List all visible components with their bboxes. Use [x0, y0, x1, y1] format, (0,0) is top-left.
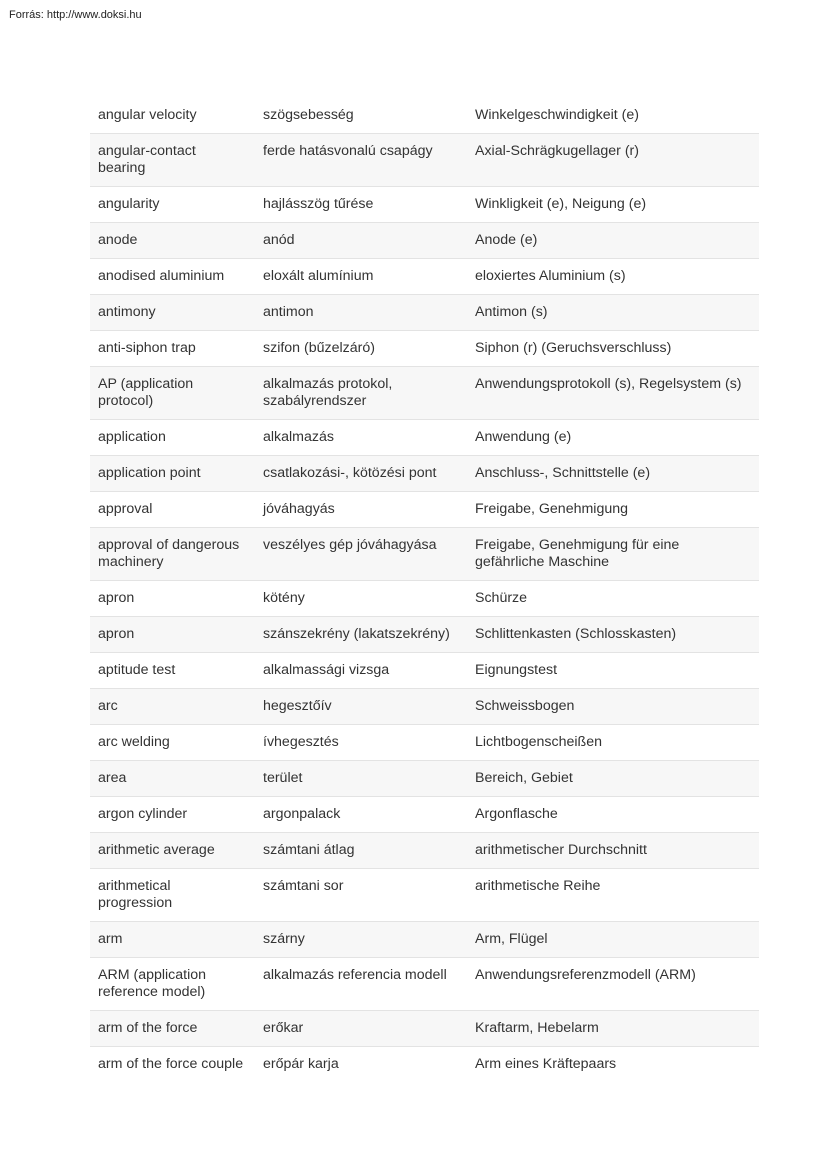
term-hungarian: szögsebesség [255, 98, 467, 134]
term-german: Schürze [467, 581, 759, 617]
table-row [90, 761, 759, 797]
term-hungarian: ferde hatásvonalú csapágy [255, 134, 467, 187]
term-hungarian: szárny [255, 922, 467, 958]
term-german: Freigabe, Genehmigung [467, 492, 759, 528]
term-english: anti-siphon trap [90, 331, 255, 367]
term-hungarian: eloxált alumínium [255, 259, 467, 295]
term-german: Anwendungsreferenzmodell (ARM) [467, 958, 759, 1011]
term-german: Winkelgeschwindigkeit (e) [467, 98, 759, 134]
table-row [90, 456, 759, 492]
table-row [90, 617, 759, 653]
term-english: anodised aluminium [90, 259, 255, 295]
source-line: Forrás: http://www.doksi.hu [9, 9, 142, 21]
term-english: application [90, 420, 255, 456]
term-hungarian: antimon [255, 295, 467, 331]
term-german: Axial-Schrägkugellager (r) [467, 134, 759, 187]
term-hungarian: erőkar [255, 1011, 467, 1047]
term-german: arithmetischer Durchschnitt [467, 833, 759, 869]
term-english: arm of the force [90, 1011, 255, 1047]
term-hungarian: szifon (bűzelzáró) [255, 331, 467, 367]
table-row [90, 1047, 759, 1083]
term-german: Antimon (s) [467, 295, 759, 331]
term-english: arc welding [90, 725, 255, 761]
table-row [90, 797, 759, 833]
term-english: angularity [90, 187, 255, 223]
term-hungarian: veszélyes gép jóváhagyása [255, 528, 467, 581]
term-english: aptitude test [90, 653, 255, 689]
glossary-table [90, 98, 759, 1082]
term-english: argon cylinder [90, 797, 255, 833]
term-english: arm [90, 922, 255, 958]
term-german: Anschluss-, Schnittstelle (e) [467, 456, 759, 492]
table-row [90, 98, 759, 134]
term-hungarian: kötény [255, 581, 467, 617]
term-english: approval of dangerous machinery [90, 528, 255, 581]
term-german: Kraftarm, Hebelarm [467, 1011, 759, 1047]
table-row [90, 833, 759, 869]
table-row [90, 492, 759, 528]
table-row [90, 528, 759, 581]
term-hungarian: hajlásszög tűrése [255, 187, 467, 223]
term-hungarian: szánszekrény (lakatszekrény) [255, 617, 467, 653]
term-german: Siphon (r) (Geruchsverschluss) [467, 331, 759, 367]
term-german: Anode (e) [467, 223, 759, 259]
table-row [90, 420, 759, 456]
table-row [90, 223, 759, 259]
term-german: Winkligkeit (e), Neigung (e) [467, 187, 759, 223]
term-german: Eignungstest [467, 653, 759, 689]
term-hungarian: argonpalack [255, 797, 467, 833]
table-row [90, 1011, 759, 1047]
term-english: area [90, 761, 255, 797]
term-english: arithmetic average [90, 833, 255, 869]
table-row [90, 689, 759, 725]
table-row [90, 259, 759, 295]
term-german: Argonflasche [467, 797, 759, 833]
term-hungarian: ívhegesztés [255, 725, 467, 761]
term-english: angular velocity [90, 98, 255, 134]
term-english: apron [90, 581, 255, 617]
term-german: arithmetische Reihe [467, 869, 759, 922]
term-german: Arm, Flügel [467, 922, 759, 958]
term-hungarian: alkalmazás referencia modell [255, 958, 467, 1011]
term-german: Schweissbogen [467, 689, 759, 725]
term-english: approval [90, 492, 255, 528]
table-row [90, 295, 759, 331]
term-english: AP (application protocol) [90, 367, 255, 420]
term-hungarian: anód [255, 223, 467, 259]
term-english: arithmetical progression [90, 869, 255, 922]
term-english: application point [90, 456, 255, 492]
term-hungarian: csatlakozási-, kötözési pont [255, 456, 467, 492]
term-english: arm of the force couple [98, 1056, 244, 1072]
term-english: angular-contact bearing [90, 134, 255, 187]
table-row [90, 367, 759, 420]
term-hungarian: jóváhagyás [255, 492, 467, 528]
table-row [90, 331, 759, 367]
term-hungarian: hegesztőív [255, 689, 467, 725]
term-german: Anwendungsprotokoll (s), Regelsystem (s) [467, 367, 759, 420]
term-hungarian: számtani sor [255, 869, 467, 922]
term-german: Anwendung (e) [467, 420, 759, 456]
table-row [90, 922, 759, 958]
term-german: Bereich, Gebiet [467, 761, 759, 797]
term-german: Lichtbogenscheißen [467, 725, 759, 761]
term-english: ARM (application reference model) [90, 958, 255, 1011]
term-english: antimony [90, 295, 255, 331]
term-hungarian: alkalmazás [255, 420, 467, 456]
term-german: Schlittenkasten (Schlosskasten) [467, 617, 759, 653]
term-hungarian: erőpár karja [263, 1056, 339, 1072]
term-english: apron [90, 617, 255, 653]
term-hungarian: alkalmassági vizsga [255, 653, 467, 689]
term-hungarian: alkalmazás protokol, szabályrendszer [255, 367, 467, 420]
term-hungarian: számtani átlag [255, 833, 467, 869]
glossary-body [90, 98, 759, 1082]
table-row [90, 187, 759, 223]
table-row [90, 869, 759, 922]
table-row [90, 653, 759, 689]
table-row [90, 958, 759, 1011]
term-german: Arm eines Kräftepaars [475, 1056, 617, 1072]
term-hungarian: terület [255, 761, 467, 797]
table-row [90, 581, 759, 617]
table-row [90, 134, 759, 187]
term-english: arc [90, 689, 255, 725]
term-english: anode [90, 223, 255, 259]
term-german: eloxiertes Aluminium (s) [467, 259, 759, 295]
term-german: Freigabe, Genehmigung für eine gefährliche Maschine [467, 528, 759, 581]
table-row [90, 725, 759, 761]
